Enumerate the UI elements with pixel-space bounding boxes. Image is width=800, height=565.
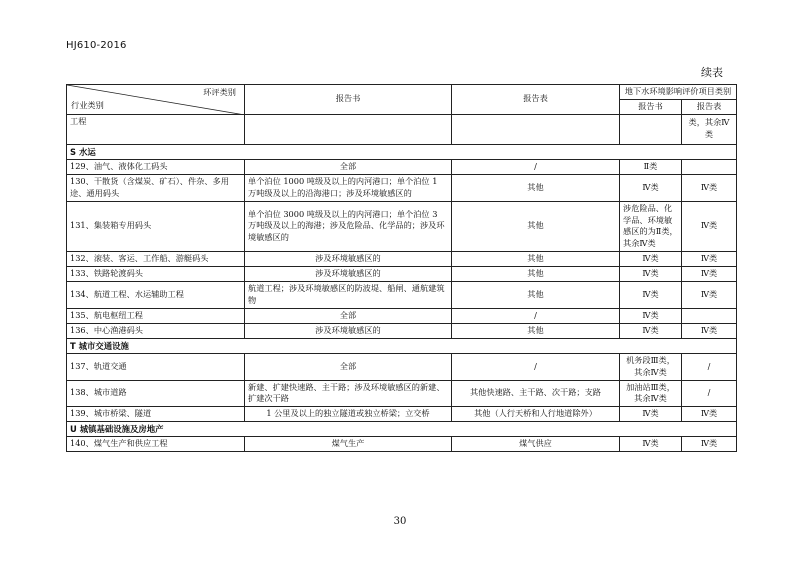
gw-form-cell: Ⅳ类 [682, 267, 737, 282]
report-form-cell: / [452, 308, 620, 323]
continued-label: 续表 [701, 66, 723, 79]
diag-bottom-label: 行业类别 [71, 99, 104, 110]
gw-book-cell: 机务段Ⅲ类，其余Ⅳ类 [620, 353, 682, 380]
gw-form-cell: / [682, 353, 737, 380]
continuation-row [67, 114, 737, 144]
table-row [67, 174, 737, 201]
table-row [67, 252, 737, 267]
section-title: T 城市交通设施 [67, 338, 737, 353]
table-row [67, 380, 737, 407]
report-form-cell: 其他 [452, 174, 620, 201]
section-row [67, 422, 737, 437]
report-form-cell: 其他 [452, 252, 620, 267]
table-row [67, 281, 737, 308]
report-book-cell: 全部 [245, 159, 452, 174]
table-row [67, 308, 737, 323]
gw-book-cell: Ⅱ类 [620, 159, 682, 174]
gw-book-cell: 涉危险品、化学品、环境敏感区的为Ⅱ类，其余Ⅳ类 [620, 201, 682, 252]
table-row [67, 323, 737, 338]
industry-cell: 132、滚装、客运、工作船、游艇码头 [67, 252, 245, 267]
table-row [67, 159, 737, 174]
report-form-cell: 其他快速路、主干路、次干路；支路 [452, 380, 620, 407]
document-code: HJ610-2016 [66, 40, 127, 51]
gw-form-cell: Ⅳ类 [682, 174, 737, 201]
report-book-cell: 全部 [245, 353, 452, 380]
report-form-cell: 其他 [452, 201, 620, 252]
gw-form-cell [682, 308, 737, 323]
report-book-cell: 1 公里及以上的独立隧道或独立桥梁；立交桥 [245, 407, 452, 422]
industry-cell: 131、集装箱专用码头 [67, 201, 245, 252]
gw-book-cell: Ⅳ类 [620, 323, 682, 338]
gw-book-cell: Ⅳ类 [620, 308, 682, 323]
report-book-cell: 涉及环境敏感区的 [245, 323, 452, 338]
page-number: 30 [393, 516, 407, 527]
report-book-cell: 单个泊位 3000 吨级及以上的内河港口；单个泊位 3 万吨级及以上的海港；涉及危险品、化学品的；涉及环境敏感区的 [245, 201, 452, 252]
industry-cell: 129、油气、液体化工码头 [67, 159, 245, 174]
gw-form-cell: Ⅳ类 [682, 252, 737, 267]
gw-form-cell: / [682, 380, 737, 407]
continuation-industry: 工程 [67, 114, 245, 144]
groundwater-group-header: 地下水环境影响评价项目类别 [620, 85, 737, 100]
table-row [67, 267, 737, 282]
table-row [67, 437, 737, 452]
industry-cell: 138、城市道路 [67, 380, 245, 407]
industry-cell: 130、干散货（含煤炭、矿石）、件杂、多用途、通用码头 [67, 174, 245, 201]
industry-cell: 140、煤气生产和供应工程 [67, 437, 245, 452]
report-book-cell: 涉及环境敏感区的 [245, 252, 452, 267]
classification-table [66, 84, 737, 452]
industry-cell: 133、铁路轮渡码头 [67, 267, 245, 282]
gw-book-cell: 加油站Ⅲ类，其余Ⅳ类 [620, 380, 682, 407]
report-book-cell: 全部 [245, 308, 452, 323]
section-row [67, 338, 737, 353]
gw-book-cell: Ⅳ类 [620, 252, 682, 267]
report-form-header: 报告表 [452, 85, 620, 115]
diagonal-header-cell [67, 85, 245, 115]
gw-book-cell: Ⅳ类 [620, 174, 682, 201]
industry-cell: 135、航电枢纽工程 [67, 308, 245, 323]
report-form-cell: / [452, 159, 620, 174]
report-book-cell: 单个泊位 1000 吨级及以上的内河港口；单个泊位 1 万吨级及以上的沿海港口；涉及环境敏感区的 [245, 174, 452, 201]
diag-top-label: 环评类别 [203, 87, 236, 97]
gw-book-cell: Ⅳ类 [620, 437, 682, 452]
report-form-cell: 煤气供应 [452, 437, 620, 452]
industry-cell: 134、航道工程、水运辅助工程 [67, 281, 245, 308]
gw-form-cell: Ⅳ类 [682, 201, 737, 252]
report-form-cell: 其他 [452, 281, 620, 308]
industry-cell: 137、轨道交通 [67, 353, 245, 380]
table-row [67, 353, 737, 380]
gw-book-cell: Ⅳ类 [620, 407, 682, 422]
gw-book-cell: Ⅳ类 [620, 267, 682, 282]
gw-form-cell [682, 159, 737, 174]
header-row-1 [67, 85, 737, 100]
report-form-cell: 其他（人行天桥和人行地道除外） [452, 407, 620, 422]
report-book-cell: 涉及环境敏感区的 [245, 267, 452, 282]
gw-book-cell: Ⅳ类 [620, 281, 682, 308]
gw-book-header: 报告书 [620, 99, 682, 114]
report-book-cell: 新建、扩建快速路、主干路；涉及环境敏感区的新建、扩建次干路 [245, 380, 452, 407]
gw-form-cell: Ⅳ类 [682, 323, 737, 338]
report-form-cell: / [452, 353, 620, 380]
gw-form-header: 报告表 [682, 99, 737, 114]
report-form-cell: 其他 [452, 323, 620, 338]
report-book-cell: 航道工程；涉及环境敏感区的防波堤、船闸、通航建筑物 [245, 281, 452, 308]
section-title: S 水运 [67, 144, 737, 159]
gw-form-cell: Ⅳ类 [682, 281, 737, 308]
report-book-cell: 煤气生产 [245, 437, 452, 452]
report-book-header: 报告书 [245, 85, 452, 115]
section-row [67, 144, 737, 159]
industry-cell: 136、中心渔港码头 [67, 323, 245, 338]
table-row [67, 407, 737, 422]
report-form-cell: 其他 [452, 267, 620, 282]
section-title: U 城镇基础设施及房地产 [67, 422, 737, 437]
gw-form-cell: Ⅳ类 [682, 437, 737, 452]
industry-cell: 139、城市桥梁、隧道 [67, 407, 245, 422]
gw-form-cell: Ⅳ类 [682, 407, 737, 422]
table-row [67, 201, 737, 252]
continuation-gw-form: 类，其余Ⅳ类 [682, 114, 737, 144]
